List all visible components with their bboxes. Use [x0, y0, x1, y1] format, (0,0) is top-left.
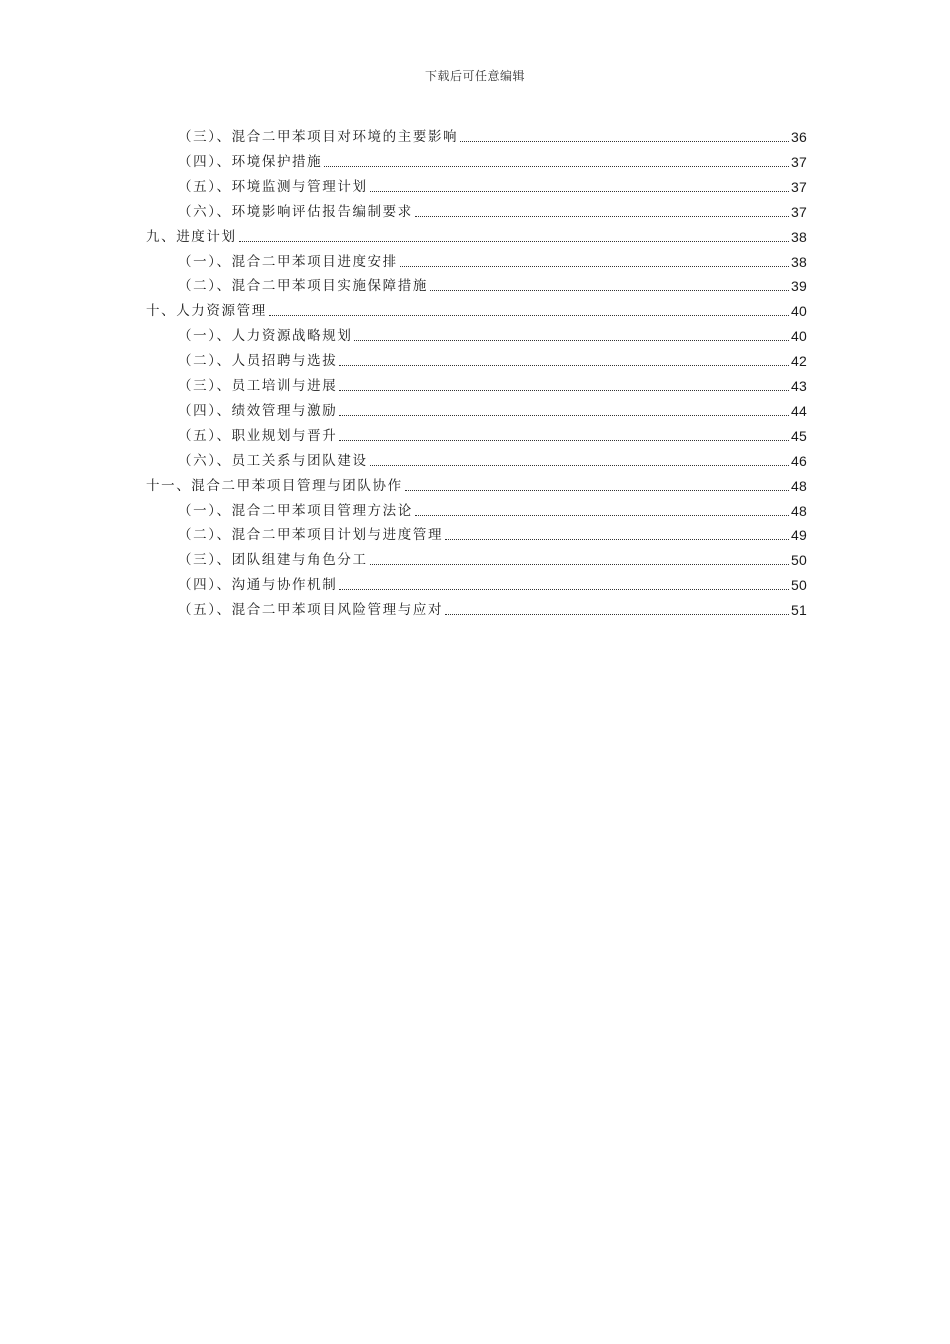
toc-entry[interactable] [178, 325, 807, 347]
toc-dot-leader [460, 141, 789, 142]
toc-entry[interactable] [178, 574, 807, 596]
toc-entry-page-number: 37 [791, 179, 807, 195]
toc-dot-leader [405, 490, 789, 491]
toc-entry-title: （五）、环境监测与管理计划 [178, 179, 368, 195]
toc-dot-leader [239, 241, 789, 242]
toc-entry[interactable] [178, 350, 807, 372]
toc-entry-page-number: 48 [791, 503, 807, 519]
toc-dot-leader [445, 614, 789, 615]
toc-entry-title: （二）、混合二甲苯项目计划与进度管理 [178, 527, 444, 543]
toc-entry-title: （四）、绩效管理与激励 [178, 403, 338, 419]
toc-dot-leader [445, 539, 789, 540]
toc-entry-page-number: 37 [791, 154, 807, 170]
toc-entry[interactable] [178, 425, 807, 447]
toc-entry-title: （三）、混合二甲苯项目对环境的主要影响 [178, 129, 459, 145]
toc-entry-title: （五）、混合二甲苯项目风险管理与应对 [178, 602, 444, 618]
toc-entry[interactable] [178, 549, 807, 571]
toc-entry-page-number: 50 [791, 577, 807, 593]
toc-entry-page-number: 45 [791, 428, 807, 444]
toc-entry-title: （二）、混合二甲苯项目实施保障措施 [178, 278, 428, 294]
toc-entry[interactable] [178, 151, 807, 173]
toc-entry-title: （一）、人力资源战略规划 [178, 328, 353, 344]
toc-entry-title: （一）、混合二甲苯项目管理方法论 [178, 503, 413, 519]
toc-dot-leader [339, 440, 789, 441]
toc-entry-page-number: 42 [791, 353, 807, 369]
toc-entry-title: （二）、人员招聘与选拔 [178, 353, 338, 369]
toc-entry-title: （四）、环境保护措施 [178, 154, 323, 170]
toc-dot-leader [269, 315, 789, 316]
toc-entry-page-number: 46 [791, 453, 807, 469]
toc-entry[interactable] [178, 201, 807, 223]
toc-dot-leader [370, 465, 789, 466]
toc-dot-leader [339, 589, 789, 590]
toc-entry-page-number: 39 [791, 278, 807, 294]
toc-entry-page-number: 43 [791, 378, 807, 394]
toc-entry[interactable] [178, 275, 807, 297]
toc-dot-leader [370, 564, 789, 565]
toc-entry[interactable] [178, 251, 807, 273]
toc-dot-leader [415, 216, 789, 217]
toc-entry-page-number: 40 [791, 328, 807, 344]
toc-entry-page-number: 37 [791, 204, 807, 220]
toc-entry-title: （一）、混合二甲苯项目进度安排 [178, 254, 398, 270]
toc-entry-title: 十、人力资源管理 [146, 303, 267, 319]
toc-dot-leader [339, 415, 789, 416]
toc-entry-page-number: 36 [791, 129, 807, 145]
toc-dot-leader [370, 191, 789, 192]
toc-entry-page-number: 38 [791, 254, 807, 270]
toc-dot-leader [324, 166, 789, 167]
toc-entry[interactable] [178, 126, 807, 148]
toc-entry[interactable] [178, 599, 807, 621]
page-header: 下载后可任意编辑 [424, 69, 525, 83]
toc-entry-page-number: 49 [791, 527, 807, 543]
toc-entry-page-number: 40 [791, 303, 807, 319]
toc-entry-page-number: 48 [791, 478, 807, 494]
toc-entry-title: （三）、员工培训与进展 [178, 378, 338, 394]
toc-entry[interactable] [146, 475, 807, 497]
toc-entry-page-number: 38 [791, 229, 807, 245]
toc-entry[interactable] [178, 400, 807, 422]
toc-dot-leader [339, 390, 789, 391]
toc-entry[interactable] [178, 500, 807, 522]
toc-entry-title: 九、进度计划 [146, 229, 237, 245]
toc-dot-leader [430, 290, 789, 291]
toc-entry-title: （四）、沟通与协作机制 [178, 577, 338, 593]
toc-dot-leader [354, 340, 789, 341]
toc-entry-page-number: 44 [791, 403, 807, 419]
toc-entry-title: （三）、团队组建与角色分工 [178, 552, 368, 568]
toc-entry[interactable] [178, 176, 807, 198]
toc-entry-title: 十一、混合二甲苯项目管理与团队协作 [146, 478, 403, 494]
toc-entry-title: （六）、环境影响评估报告编制要求 [178, 204, 413, 220]
toc-dot-leader [339, 365, 789, 366]
toc-dot-leader [400, 266, 789, 267]
toc-dot-leader [415, 515, 789, 516]
toc-entry[interactable] [146, 300, 807, 322]
toc-entry-page-number: 51 [791, 602, 807, 618]
toc-entry-title: （六）、员工关系与团队建设 [178, 453, 368, 469]
toc-entry[interactable] [146, 226, 807, 248]
toc-entry-title: （五）、职业规划与晋升 [178, 428, 338, 444]
toc-entry[interactable] [178, 375, 807, 397]
toc-entry[interactable] [178, 524, 807, 546]
toc-entry-page-number: 50 [791, 552, 807, 568]
toc-entry[interactable] [178, 450, 807, 472]
